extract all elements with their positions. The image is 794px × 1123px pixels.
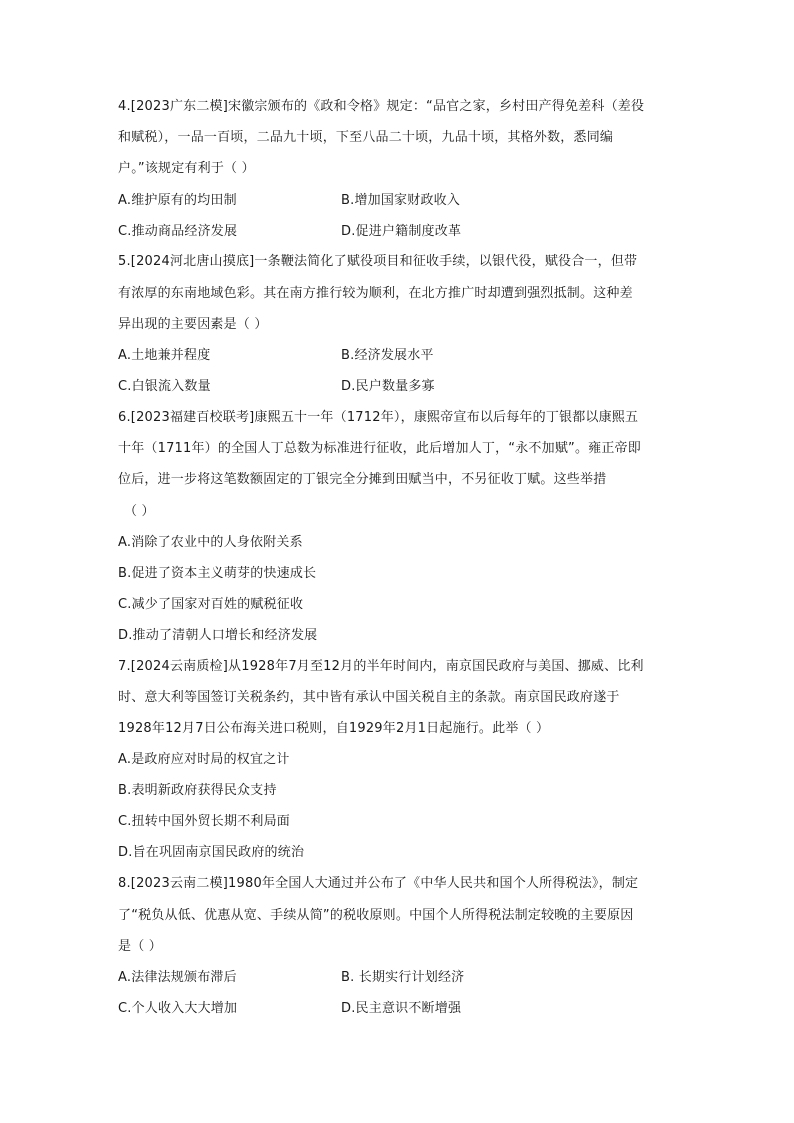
question-7-option-b: B.表明新政府获得民众支持 (118, 783, 277, 798)
question-8-line-2: 了“税负从低、优惠从宽、手续从简”的税收原则。中国个人所得税法制定较晚的主要原因 (118, 908, 634, 923)
question-4-line-2: 和赋税），一品一百顷，二品九十顷，下至八品二十顷，九品十顷，其格外数，悉同编 (118, 130, 614, 145)
question-4-line-1: 4.[2023广东二模]宋徽宗颁布的《政和令格》规定：“品官之家，乡村田产得免差科（差役 (118, 99, 645, 114)
question-6-option-a: A.消除了农业中的人身依附关系 (118, 535, 303, 550)
question-5-line-1: 5.[2024河北唐山摸底]一条鞭法简化了赋役项目和征收手续，以银代役，赋役合一，但带 (118, 254, 638, 269)
question-5-option-b: B.经济发展水平 (341, 348, 434, 363)
question-8-option-a: A.法律法规颁布滞后 (118, 970, 237, 985)
question-4-option-a: A.维护原有的均田制 (118, 193, 237, 208)
question-4-option-b: B.增加国家财政收入 (341, 193, 461, 208)
question-6-line-4: （ ） (124, 504, 155, 519)
question-8-option-d: D.民主意识不断增强 (341, 1001, 462, 1016)
question-8-line-1: 8.[2023云南二模]1980年全国人大通过并公布了《中华人民共和国个人所得税法》，制定 (118, 876, 639, 891)
question-7-option-a: A.是政府应对时局的权宜之计 (118, 752, 290, 767)
question-6-option-d: D.推动了清朝人口增长和经济发展 (118, 628, 318, 643)
question-7-line-3: 1928年12月7日公布海关进口税则，自1929年2月1日起施行。此举（ ） (118, 721, 550, 736)
question-7-line-1: 7.[2024云南质检]从1928年7月至12月的半年时间内，南京国民政府与美国、挪威、比利 (118, 659, 644, 674)
question-8-option-c: C.个人收入大大增加 (118, 1001, 238, 1016)
question-5-line-3: 异出现的主要因素是（ ） (118, 317, 268, 332)
question-5-option-d: D.民户数量多寡 (341, 379, 435, 394)
question-6-line-2: 十年（1711年）的全国人丁总数为标准进行征收，此后增加人丁，“永不加赋”。雍正帝即 (118, 441, 641, 456)
question-7-option-d: D.旨在巩固南京国民政府的统治 (118, 845, 305, 860)
question-5-option-c: C.白银流入数量 (118, 379, 211, 394)
question-7-line-2: 时、意大利等国签订关税条约，其中皆有承认中国关税自主的条款。南京国民政府遂于 (118, 690, 620, 705)
question-7-option-c: C.扭转中国外贸长期不利局面 (118, 814, 291, 829)
question-4-line-3: 户。”该规定有利于（ ） (118, 161, 255, 176)
question-8-line-3: 是（ ） (118, 939, 162, 954)
question-5-option-a: A.土地兼并程度 (118, 348, 211, 363)
question-4-option-d: D.促进户籍制度改革 (341, 224, 462, 239)
question-8-option-b: B. 长期实行计划经济 (341, 970, 465, 985)
question-6-option-b: B.促进了资本主义萌芽的快速成长 (118, 566, 317, 581)
question-6-option-c: C.减少了国家对百姓的赋税征收 (118, 597, 304, 612)
question-5-line-2: 有浓厚的东南地域色彩。其在南方推行较为顺利，在北方推广时却遭到强烈抵制。这种差 (118, 286, 633, 301)
question-6-line-3: 位后，进一步将这笔数额固定的丁银完全分摊到田赋当中，不另征收丁赋。这些举措 (118, 472, 607, 487)
question-6-line-1: 6.[2023福建百校联考]康熙五十一年（1712年），康熙帝宣布以后每年的丁银都以康熙五 (118, 410, 639, 425)
question-4-option-c: C.推动商品经济发展 (118, 224, 238, 239)
